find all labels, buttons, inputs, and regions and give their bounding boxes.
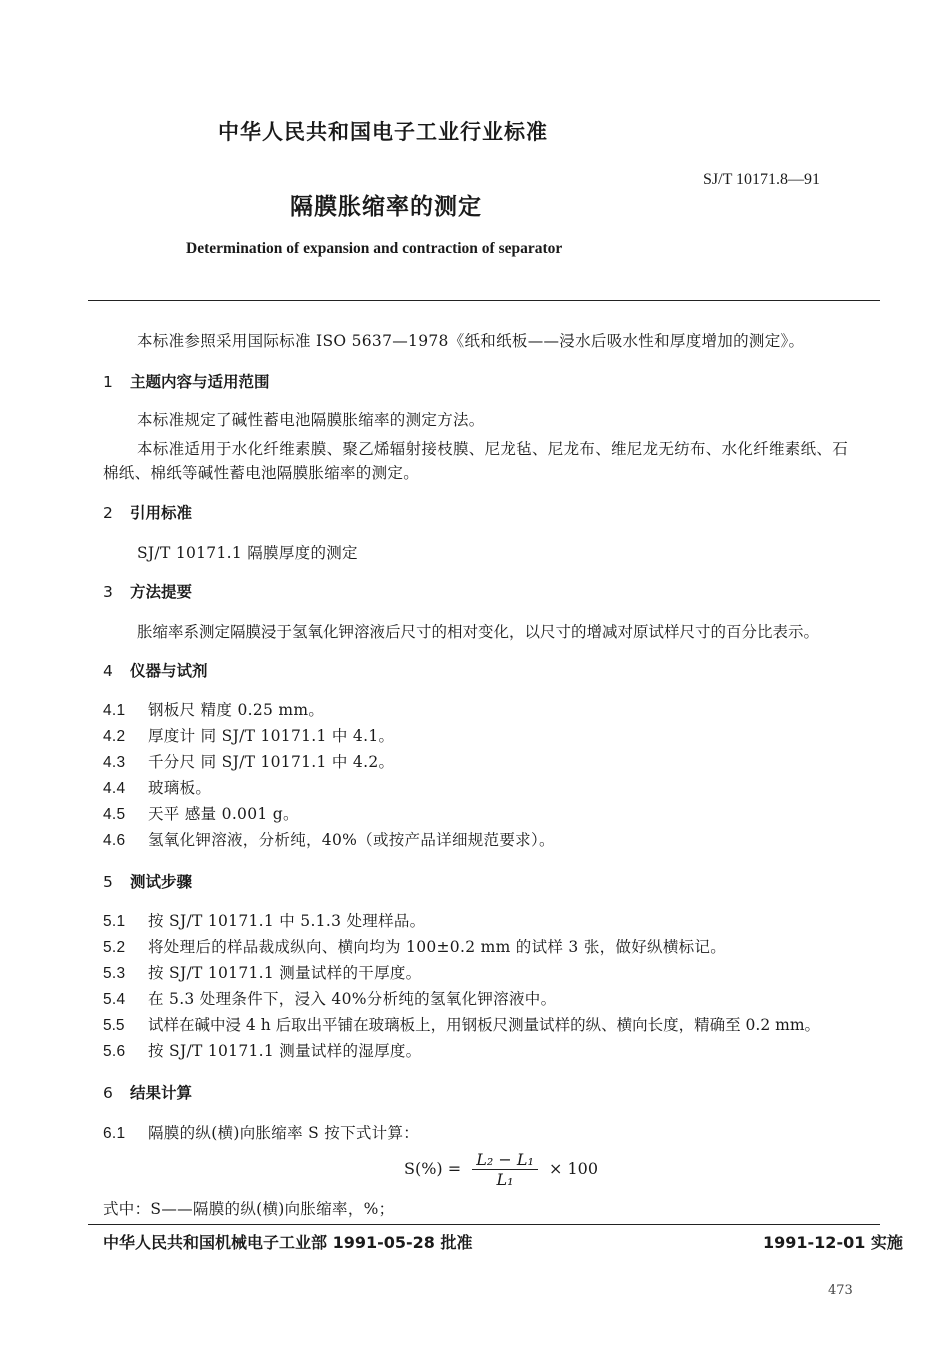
- section-2-reference: SJ/T 10171.1 隔膜厚度的测定: [137, 544, 358, 562]
- formula-lhs: S(%) =: [404, 1159, 462, 1178]
- formula-denominator: L₁: [496, 1170, 514, 1189]
- footer-divider: [88, 1224, 880, 1225]
- list-item: 4.5 天平 感量 0.001 g。: [103, 805, 299, 823]
- list-item: 4.2 厚度计 同 SJ/T 10171.1 中 4.1。: [103, 727, 395, 745]
- section-6-heading: [103, 1081, 192, 1103]
- formula-fraction: [472, 1150, 538, 1189]
- section-title: 测试步骤: [130, 873, 193, 891]
- section-number: 4: [103, 662, 113, 680]
- section-title: 仪器与试剂: [130, 662, 208, 680]
- section-title: 主题内容与适用范围: [130, 373, 270, 391]
- issuing-organization: 中华人民共和国电子工业行业标准: [218, 120, 548, 144]
- formula: [404, 1150, 598, 1189]
- section-1-paragraph-2-line-1: 本标准适用于水化纤维素膜、聚乙烯辐射接枝膜、尼龙毡、尼龙布、维尼龙无纺布、水化纤维素纸、石: [137, 440, 849, 458]
- section-1-paragraph-1: 本标准规定了碱性蓄电池隔膜胀缩率的测定方法。: [137, 411, 485, 429]
- section-number: 5: [103, 873, 113, 891]
- formula-where-clause: 式中：S——隔膜的纵(横)向胀缩率，%；: [103, 1200, 395, 1218]
- document-subtitle: Determination of expansion and contraction of separator: [186, 240, 563, 257]
- list-item: 4.3 千分尺 同 SJ/T 10171.1 中 4.2。: [103, 753, 395, 771]
- section-3-paragraph: 胀缩率系测定隔膜浸于氢氧化钾溶液后尺寸的相对变化，以尺寸的增减对原试样尺寸的百分比表示。: [137, 623, 820, 641]
- section-4-heading: [103, 659, 208, 681]
- section-1-heading: [103, 370, 270, 392]
- section-number: 6: [103, 1084, 113, 1102]
- section-number: 3: [103, 583, 113, 601]
- standard-code: SJ/T 10171.8—91: [703, 171, 821, 188]
- section-3-heading: [103, 580, 192, 602]
- section-number: 1: [103, 373, 113, 391]
- list-item: 5.3 按 SJ/T 10171.1 测量试样的干厚度。: [103, 964, 422, 982]
- effective-date: 1991-12-01 实施: [763, 1233, 903, 1252]
- document-title: 隔膜胀缩率的测定: [290, 194, 482, 220]
- list-item: 5.4 在 5.3 处理条件下，浸入 40%分析纯的氢氧化钾溶液中。: [103, 990, 557, 1008]
- list-item: 5.6 按 SJ/T 10171.1 测量试样的湿厚度。: [103, 1042, 422, 1060]
- formula-rhs: × 100: [548, 1159, 599, 1178]
- intro-paragraph: 本标准参照采用国际标准 ISO 5637—1978《纸和纸板——浸水后吸水性和厚度增加的测定》。: [137, 332, 805, 350]
- list-item: 5.1 按 SJ/T 10171.1 中 5.1.3 处理样品。: [103, 912, 426, 930]
- section-title: 结果计算: [130, 1084, 193, 1102]
- section-number: 2: [103, 504, 113, 522]
- list-item: 4.4 玻璃板。: [103, 779, 212, 797]
- list-item: 5.5 试样在碱中浸 4 h 后取出平铺在玻璃板上，用钢板尺测量试样的纵、横向长度，精确至 0.2 mm。: [103, 1016, 821, 1034]
- section-title: 方法提要: [130, 583, 193, 601]
- list-item: 6.1 隔膜的纵(横)向胀缩率 S 按下式计算：: [103, 1124, 420, 1142]
- formula-numerator: L₂ − L₁: [472, 1150, 538, 1170]
- list-item: 4.1 钢板尺 精度 0.25 mm。: [103, 701, 325, 719]
- approval-line: 中华人民共和国机械电子工业部 1991-05-28 批准: [103, 1233, 473, 1252]
- section-title: 引用标准: [130, 504, 193, 522]
- list-item: 4.6 氢氧化钾溶液，分析纯，40%（或按产品详细规范要求）。: [103, 831, 555, 849]
- section-5-heading: [103, 870, 192, 892]
- page-number: 473: [828, 1283, 853, 1298]
- list-item: 5.2 将处理后的样品裁成纵向、横向均为 100±0.2 mm 的试样 3 张，做好纵横标记。: [103, 938, 727, 956]
- section-1-paragraph-2-line-2: 棉纸、棉纸等碱性蓄电池隔膜胀缩率的测定。: [103, 464, 420, 482]
- header-divider: [88, 300, 880, 301]
- section-2-heading: [103, 501, 192, 523]
